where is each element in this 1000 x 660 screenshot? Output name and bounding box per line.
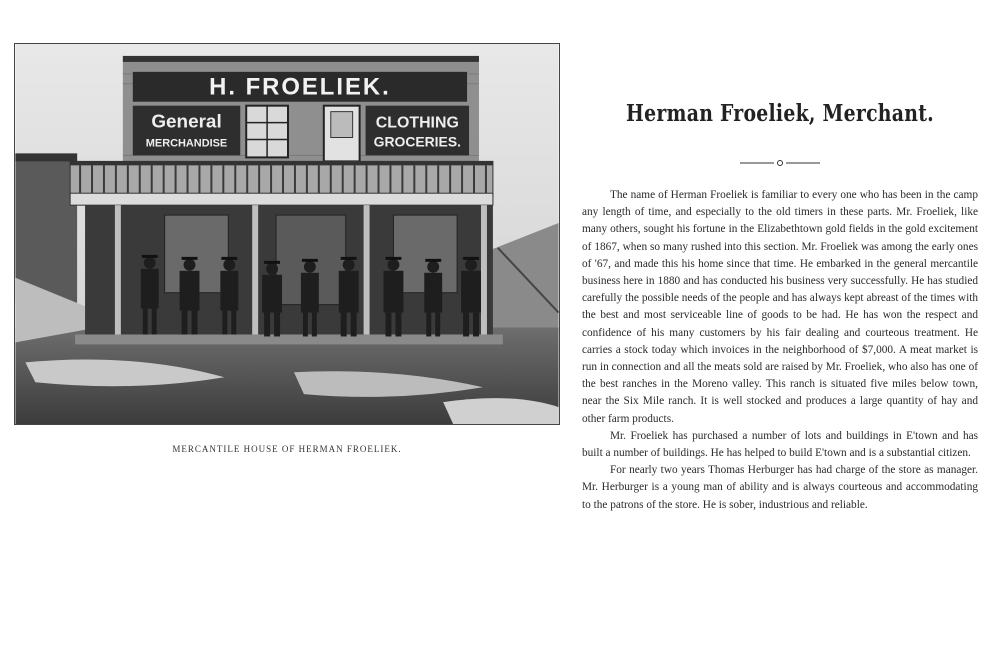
- photo-caption: MERCANTILE HOUSE OF HERMAN FROELIEK.: [172, 444, 402, 454]
- sign-right-line1: CLOTHING: [375, 114, 459, 132]
- sign-right-line2: GROCERIES.: [373, 133, 461, 150]
- store-photograph: [14, 43, 560, 425]
- sign-left-line2: MERCHANDISE: [145, 137, 228, 150]
- article: [582, 100, 978, 514]
- article-title: Herman Froeliek, Merchant.: [626, 100, 934, 127]
- article-paragraph-2: Mr. Froeliek has purchased a number of lots and buildings in E'town and has built a number of buildings. He has helped to build E'town and is a substantial citizen.: [582, 429, 978, 460]
- sign-name-text: H. FROELIEK.: [209, 73, 391, 101]
- sign-left-line1: General: [151, 111, 222, 133]
- store-photo-image: [15, 44, 559, 424]
- article-paragraph-1: The name of Herman Froeliek is familiar to every one who has been in the camp any length of time, and especially to the old timers in these parts. Mr. Froeliek, like many others, sought his fortune in the Elizabethtown gold fields in the gold excitement of 1867, when so many rushed into this section. Mr. Froeliek was among the early ones of '67, and made this his home since that time. He embarked in the general mercantile business here in 1880 and has conducted his business very successfully. He has studied carefully the possible needs of the people and has always kept abreast of the times with the best and most serviceable line of goods to be had. He has won the respect and confidence of his many customers by his fair dealing and courteous treatment. He carries a stock today which invoices in the neighborhood of $7,000. A meat market is run in connection and all the meats sold are raised by Mr. Froeliek, who also has one of the best ranches in the Moreno valley. This ranch is situated five miles below town, near the Six Mile ranch. It is well stocked and produces a large quantity of hay and other farm products.: [582, 189, 978, 425]
- divider-ornament-icon: [740, 159, 820, 167]
- article-paragraph-3: For nearly two years Thomas Herburger has had charge of the store as manager. Mr. Herburger is a young man of ability and is always courteous and accommodating to the patrons of the store. He is sober, industrious and reliable.: [582, 464, 978, 511]
